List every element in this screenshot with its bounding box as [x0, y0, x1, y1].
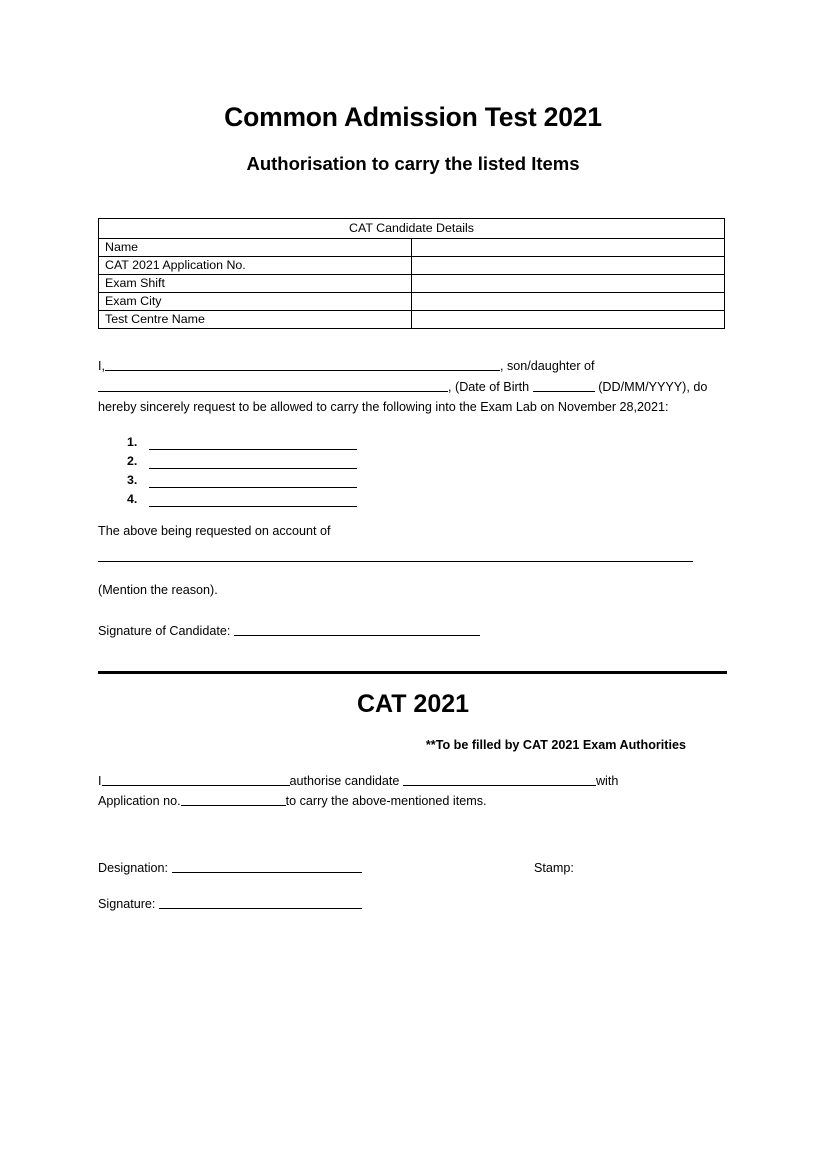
row-label-name: Name	[99, 239, 412, 257]
row-label-application-no: CAT 2021 Application No.	[99, 257, 412, 275]
item-blank-line[interactable]	[149, 454, 357, 469]
table-row	[99, 239, 725, 257]
authorisation-tail: to carry the above-mentioned items.	[285, 794, 487, 809]
page-content	[98, 0, 728, 915]
authorisation-appno-blank[interactable]	[181, 793, 286, 806]
page-title: Common Admission Test 2021	[224, 102, 602, 132]
table-header-cell: CAT Candidate Details	[99, 219, 725, 239]
table-row	[99, 275, 725, 293]
authority-signature-label: Signature:	[98, 897, 156, 912]
list-item	[98, 469, 728, 488]
table-row	[99, 257, 725, 275]
item-number: 3.	[127, 472, 138, 487]
authorisation-appno-label: Application no.	[98, 794, 181, 809]
declaration-lead: I,	[98, 359, 105, 374]
reason-prompt: The above being requested on account of	[98, 523, 331, 538]
stamp-label: Stamp:	[534, 860, 574, 875]
item-number: 4.	[127, 491, 138, 506]
row-value-exam-shift[interactable]	[412, 275, 725, 293]
row-value-exam-city[interactable]	[412, 293, 725, 311]
table-header-row	[99, 219, 725, 239]
item-number: 1.	[127, 434, 138, 449]
stamp-area	[534, 858, 574, 879]
declaration-body: do hereby sincerely request to be allowed to carry the following into the Exam Lab on November 28,2021:	[98, 379, 708, 415]
list-item	[98, 450, 728, 469]
row-value-test-centre[interactable]	[412, 311, 725, 329]
authority-signature-blank[interactable]	[159, 896, 362, 909]
reason-hint: (Mention the reason).	[98, 583, 218, 598]
candidate-signature-label: Signature of Candidate:	[98, 623, 231, 638]
row-label-exam-city: Exam City	[99, 293, 412, 311]
item-blank-line[interactable]	[149, 492, 357, 507]
declaration-paragraph	[98, 356, 728, 418]
row-label-exam-shift: Exam Shift	[99, 275, 412, 293]
designation-blank[interactable]	[172, 860, 362, 873]
table-row	[99, 293, 725, 311]
authorisation-paragraph	[98, 771, 673, 812]
candidate-signature-line	[98, 621, 728, 642]
candidate-signature-blank[interactable]	[234, 623, 480, 636]
candidate-details-table	[98, 218, 725, 329]
authorisation-lead: I	[98, 773, 102, 788]
authority-signature-line	[98, 894, 728, 915]
dob-blank[interactable]	[533, 379, 595, 392]
dob-format-hint: (DD/MM/YYYY),	[598, 379, 690, 394]
designation-line	[98, 858, 534, 879]
authorised-candidate-blank[interactable]	[403, 773, 596, 786]
declaration-after-name: , son/daughter of	[500, 359, 595, 374]
table-row	[99, 311, 725, 329]
authority-name-blank[interactable]	[102, 773, 290, 786]
authorities-title: CAT 2021	[356, 690, 470, 719]
declaration-after-parent: , (Date of Birth	[448, 379, 530, 394]
page-subtitle: Authorisation to carry the listed Items	[246, 153, 580, 175]
candidate-name-blank[interactable]	[105, 358, 500, 371]
list-item	[98, 431, 728, 450]
item-blank-line[interactable]	[149, 435, 357, 450]
row-value-application-no[interactable]	[412, 257, 725, 275]
authorisation-with: with	[595, 773, 619, 788]
designation-label: Designation:	[98, 860, 169, 875]
row-label-test-centre: Test Centre Name	[99, 311, 412, 329]
list-item	[98, 488, 728, 507]
items-list	[98, 431, 728, 507]
parent-name-blank[interactable]	[98, 379, 448, 392]
row-value-name[interactable]	[412, 239, 725, 257]
reason-blank-line[interactable]	[98, 561, 693, 562]
item-number: 2.	[127, 453, 138, 468]
designation-stamp-row	[98, 858, 728, 879]
authorities-note: **To be filled by CAT 2021 Exam Authorities	[425, 737, 686, 752]
item-blank-line[interactable]	[149, 473, 357, 488]
authorisation-mid: authorise candidate	[289, 773, 400, 788]
